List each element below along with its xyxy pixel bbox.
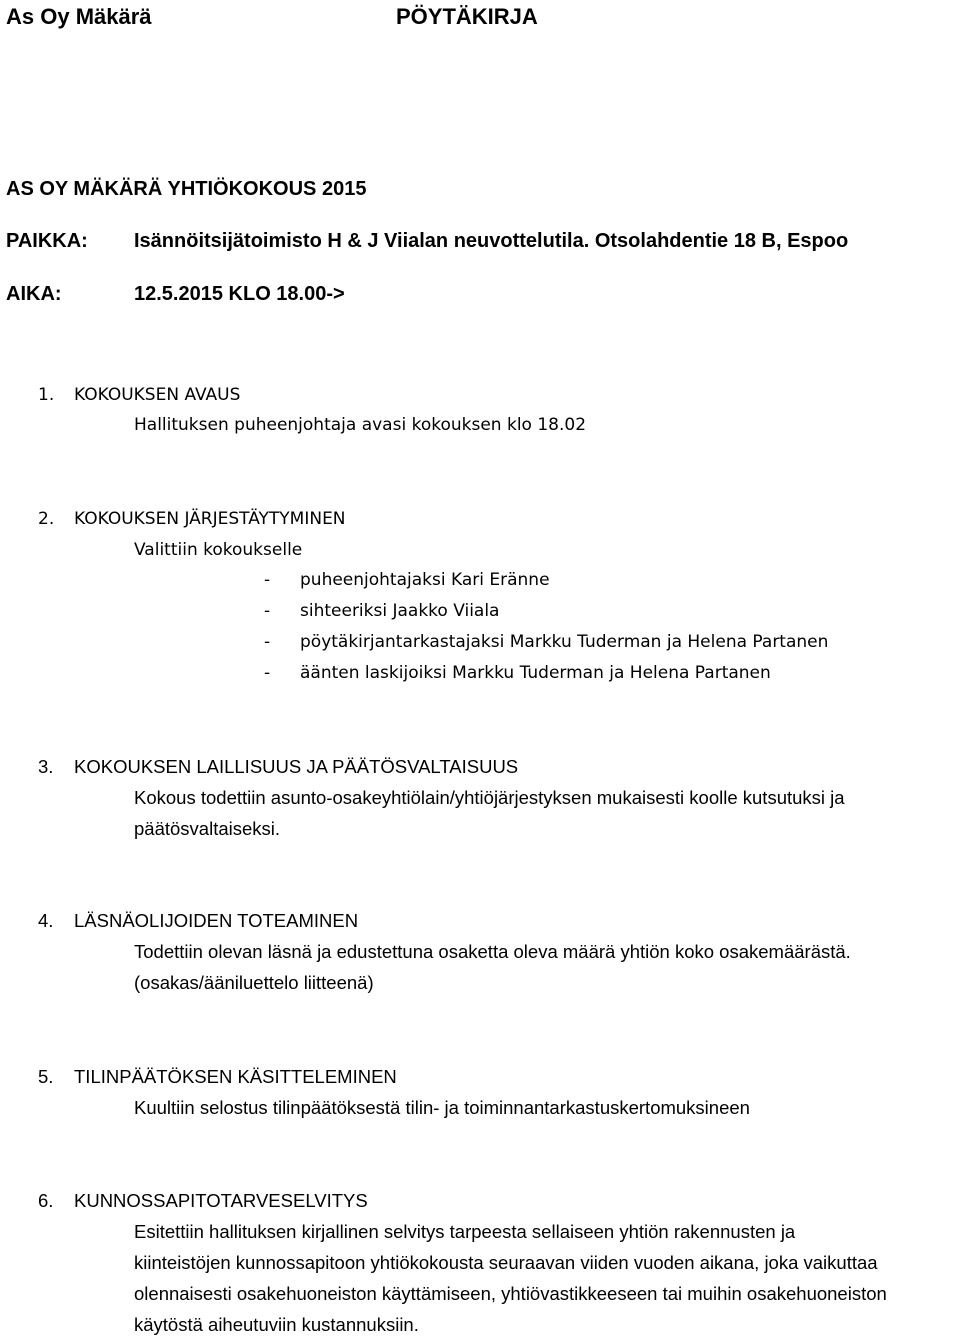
section-text-line: käytöstä aiheutuviin kustannuksiin.	[134, 1314, 419, 1335]
section-number: 6.	[38, 1190, 54, 1211]
section-text-line: olennaisesti osakehuoneiston käyttämiseen, yhtiövastikkeeseen tai muihin osakehuoneiston	[134, 1283, 887, 1304]
section-text-line: (osakas/ääniluettelo liitteenä)	[134, 972, 374, 993]
section-number: 3.	[38, 756, 54, 777]
bullet-marker: -	[264, 663, 271, 683]
section-text-line: päätösvaltaiseksi.	[134, 818, 281, 839]
bullet-item: puheenjohtajaksi Kari Eränne	[300, 570, 550, 590]
section-title: KUNNOSSAPITOTARVESELVITYS	[74, 1190, 368, 1211]
bullet-marker: -	[264, 601, 271, 621]
section-text-line: Esitettiin hallituksen kirjallinen selvitys tarpeesta sellaiseen yhtiön rakennusten ja	[134, 1221, 796, 1242]
place-label: PAIKKA:	[6, 230, 88, 252]
bullet-item: pöytäkirjantarkastajaksi Markku Tuderman ja Helena Partanen	[300, 632, 829, 652]
section-text-line: Kokous todettiin asunto-osakeyhtiölain/yhtiöjärjestyksen mukaisesti koolle kutsutuksi ja	[134, 787, 845, 808]
section-title: KOKOUKSEN AVAUS	[74, 385, 241, 405]
section-text-line: Hallituksen puheenjohtaja avasi kokouksen klo 18.02	[134, 415, 587, 435]
section-text-line: Todettiin olevan läsnä ja edustettuna osaketta oleva määrä yhtiön koko osakemäärästä.	[134, 941, 851, 962]
document-type: PÖYTÄKIRJA	[396, 4, 538, 29]
section-text-line: Valittiin kokoukselle	[134, 540, 303, 560]
bullet-marker: -	[264, 632, 271, 652]
bullet-item: sihteeriksi Jaakko Viiala	[300, 601, 500, 621]
section-number: 2.	[38, 509, 55, 529]
section-title: KOKOUKSEN JÄRJESTÄYTYMINEN	[74, 509, 346, 529]
section-text-line: kiinteistöjen kunnossapitoon yhtiökokousta seuraavan viiden vuoden aikana, joka vaikuttaa	[134, 1252, 878, 1273]
company-name: As Oy Mäkärä	[6, 4, 152, 29]
section-number: 5.	[38, 1066, 54, 1087]
section-text-line: Kuultiin selostus tilinpäätöksestä tilin- ja toiminnantarkastuskertomuksineen	[134, 1097, 750, 1118]
time-label: AIKA:	[6, 283, 62, 305]
section-number: 1.	[38, 385, 55, 405]
meeting-title: AS OY MÄKÄRÄ YHTIÖKOKOUS 2015	[6, 178, 367, 200]
place-value: Isännöitsijätoimisto H & J Viialan neuvottelutila. Otsolahdentie 18 B, Espoo	[134, 230, 849, 252]
time-value: 12.5.2015 KLO 18.00->	[134, 283, 345, 305]
bullet-item: äänten laskijoiksi Markku Tuderman ja Helena Partanen	[300, 663, 771, 683]
section-title: KOKOUKSEN LAILLISUUS JA PÄÄTÖSVALTAISUUS	[74, 756, 519, 777]
section-title: LÄSNÄOLIJOIDEN TOTEAMINEN	[74, 910, 359, 931]
section-number: 4.	[38, 910, 54, 931]
section-title: TILINPÄÄTÖKSEN KÄSITTELEMINEN	[74, 1066, 397, 1087]
bullet-marker: -	[264, 570, 271, 590]
